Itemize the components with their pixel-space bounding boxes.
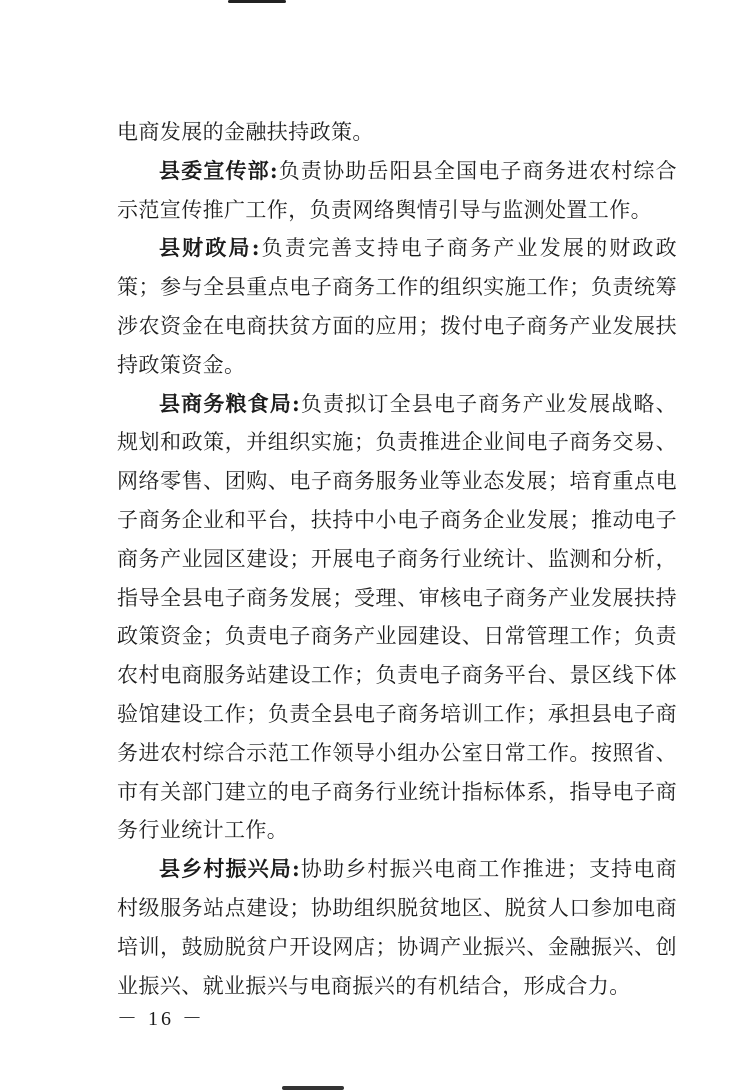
paragraph-text: 负责拟订全县电子商务产业发展战略、规划和政策，并组织实施；负责推进企业间电子商务交易、网络零售、团购、电子商务服务业等业态发展；培育重点电子商务企业和平台，扶持中小电子商务企业发展；推动电子商务产业园区建设；开展电子商务行业统计、监测和分析，指导全县电子商务发展；受理、审核电子商务产业发展扶持政策资金；负责电子商务产业园建设、日常管理工作；负责农村电商服务站建设工作；负责电子商务平台、景区线下体验馆建设工作；负责全县电子商务培训工作；承担县电子商务进农村综合示范工作领导小组办公室日常工作。按照省、市有关部门建立的电子商务行业统计指标体系，指导电子商务行业统计工作。	[117, 391, 677, 843]
body-text	[117, 113, 677, 1005]
paragraph-propaganda-dept	[117, 152, 677, 230]
paragraph-finance-bureau	[117, 229, 677, 384]
paragraph-continuation	[117, 113, 677, 152]
paragraph-lead: 县委宣传部:	[159, 157, 278, 183]
paragraph-text: 电商发展的金融扶持政策。	[117, 120, 374, 144]
scan-edge-mark-top	[228, 0, 286, 3]
paragraph-text: 协助乡村振兴电商工作推进；支持电商村级服务站点建设；协助组织脱贫地区、脱贫人口参加电商培训，鼓励脱贫户开设网店；协调产业振兴、金融振兴、创业振兴、就业振兴与电商振兴的有机结合，形成合力。	[117, 857, 677, 998]
paragraph-text: 负责完善支持电子商务产业发展的财政政策；参与全县重点电子商务工作的组织实施工作；负责统筹涉农资金在电商扶贫方面的应用；拨付电子商务产业发展扶持政策资金。	[117, 236, 677, 377]
paragraph-lead: 县乡村振兴局:	[159, 856, 301, 882]
page-number: － 16 －	[117, 1008, 205, 1030]
scan-edge-mark-bottom	[282, 1086, 344, 1090]
paragraph-lead: 县财政局:	[159, 235, 260, 261]
paragraph-commerce-bureau	[117, 385, 677, 851]
paragraph-rural-revitalization	[117, 850, 677, 1005]
paragraph-lead: 县商务粮食局:	[159, 390, 301, 416]
paragraph-text: 负责协助岳阳县全国电子商务进农村综合示范宣传推广工作，负责网络舆情引导与监测处置工作。	[117, 158, 678, 222]
